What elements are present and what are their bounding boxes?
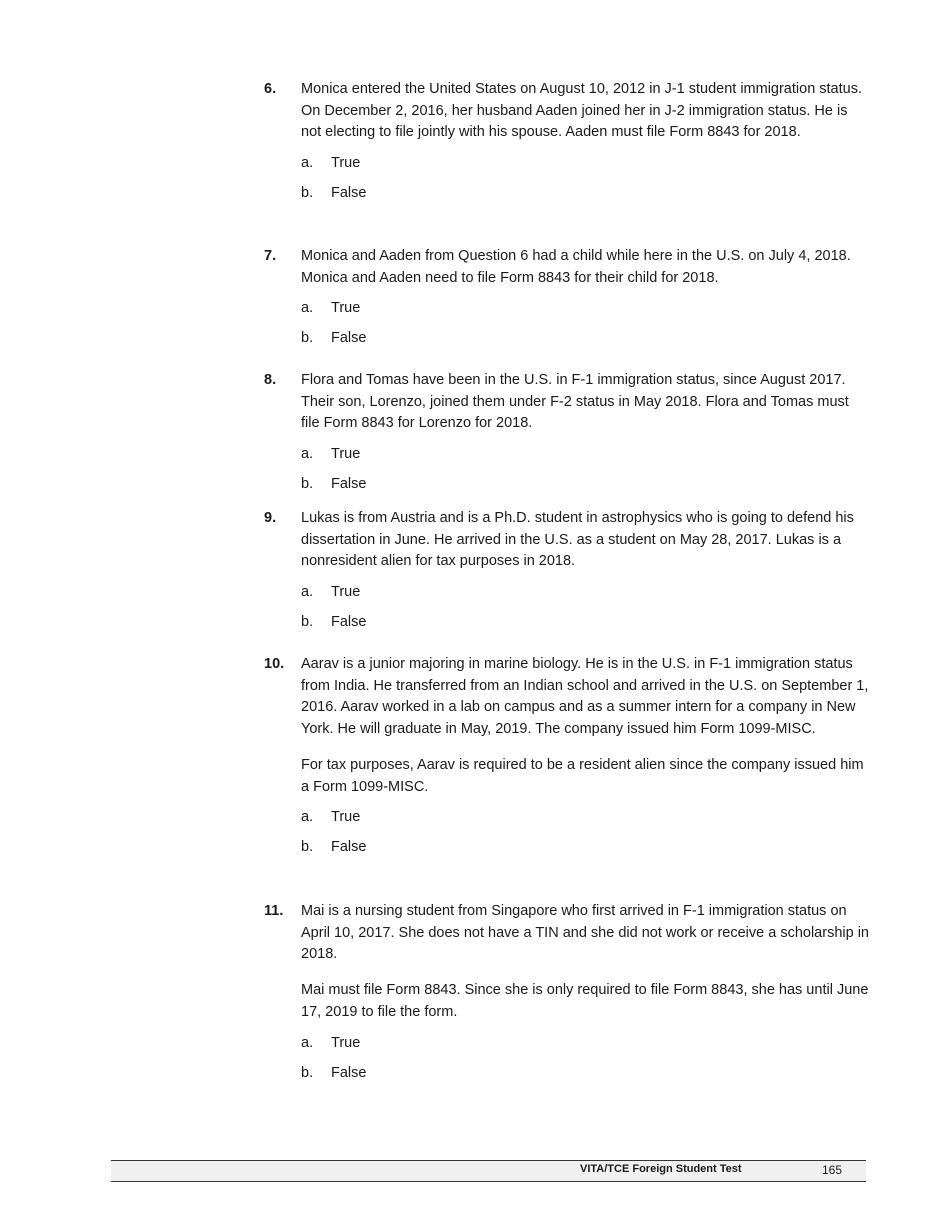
question-8 — [264, 370, 869, 493]
option-letter: a. — [301, 300, 314, 317]
question-6 — [264, 79, 869, 202]
question-text — [301, 246, 869, 289]
option-b — [301, 1064, 869, 1082]
option-text: True — [331, 809, 361, 826]
option-text: True — [331, 584, 361, 601]
question-7 — [264, 246, 869, 347]
question-paragraph: Aarav is a junior majoring in marine biology. He is in the U.S. in F-1 immigration status from India. He transferred from an Indian school and arrived in the U.S. on September 1, 2016. Aarav worked in a lab on campus and as a summer intern for a company in New York. He will graduate in May, 2019. The company issued him Form 1099-MISC. — [301, 656, 869, 738]
option-a — [301, 1034, 869, 1052]
option-text: False — [331, 330, 367, 347]
option-text: False — [331, 839, 367, 856]
option-letter: b. — [301, 185, 314, 202]
option-text: True — [331, 155, 361, 172]
option-text: True — [331, 1034, 361, 1051]
page-number: 165 — [822, 1163, 843, 1177]
option-letter: b. — [301, 476, 314, 493]
page-footer — [111, 1160, 866, 1182]
option-letter: b. — [301, 1064, 314, 1081]
option-text: False — [331, 476, 367, 493]
option-a — [301, 299, 869, 317]
question-number: 11. — [264, 903, 284, 919]
question-paragraph: For tax purposes, Aarav is required to be a resident alien since the company issued him a Form 1099-MISC. — [301, 756, 864, 795]
option-text: False — [331, 614, 367, 631]
option-a — [301, 445, 869, 463]
question-number: 7. — [264, 248, 277, 264]
question-paragraph: Flora and Tomas have been in the U.S. in F-1 immigration status, since August 2017. Their son, Lorenzo, joined them under F-2 status in May 2018. Flora and Tomas must file Form 8843 for Lorenzo for 2018. — [301, 372, 849, 432]
option-letter: b. — [301, 839, 314, 856]
question-number: 8. — [264, 372, 277, 388]
question-text — [301, 370, 869, 435]
option-b — [301, 475, 869, 493]
question-number: 9. — [264, 510, 277, 526]
option-a — [301, 583, 869, 601]
question-10 — [264, 654, 869, 856]
question-text — [301, 901, 869, 1024]
option-text: True — [331, 446, 361, 463]
question-paragraph: Monica and Aaden from Question 6 had a child while here in the U.S. on July 4, 2018. Monica and Aaden need to file Form 8843 for their child for 2018. — [301, 248, 851, 286]
option-letter: a. — [301, 584, 314, 601]
option-text: True — [331, 300, 361, 317]
option-b — [301, 613, 869, 631]
question-number: 10. — [264, 656, 285, 672]
question-paragraph: Mai must file Form 8843. Since she is only required to file Form 8843, she has until June 17, 2019 to file the form. — [301, 982, 869, 1020]
question-paragraph: Monica entered the United States on August 10, 2012 in J-1 student immigration status. On December 2, 2016, her husband Aaden joined her in J-2 immigration status. He is not electing to file jointly with his spouse. Aaden must file Form 8843 for 2018. — [301, 81, 862, 141]
option-b — [301, 184, 869, 202]
footer-title: VITA/TCE Foreign Student Test — [580, 1163, 742, 1175]
option-a — [301, 154, 869, 172]
option-b — [301, 329, 869, 347]
option-letter: b. — [301, 614, 314, 631]
question-number: 6. — [264, 81, 277, 97]
question-text — [301, 508, 869, 573]
option-a — [301, 808, 869, 826]
option-text: False — [331, 185, 367, 202]
option-b — [301, 838, 869, 856]
option-letter: a. — [301, 1034, 314, 1051]
option-letter: a. — [301, 809, 314, 826]
question-9 — [264, 508, 869, 631]
option-text: False — [331, 1064, 367, 1081]
option-letter: a. — [301, 155, 314, 172]
question-paragraph: Lukas is from Austria and is a Ph.D. student in astrophysics who is going to defend his dissertation in June. He arrived in the U.S. as a student on May 28, 2017. Lukas is a nonresident alien for tax purposes in 2018. — [301, 510, 854, 570]
question-text — [301, 654, 869, 798]
option-letter: b. — [301, 330, 314, 347]
question-11 — [264, 901, 869, 1082]
question-paragraph: Mai is a nursing student from Singapore who first arrived in F-1 immigration status on April 10, 2017. She does not have a TIN and she did not work or receive a scholarship in 2018. — [301, 903, 869, 963]
option-letter: a. — [301, 446, 314, 463]
question-text — [301, 79, 869, 144]
